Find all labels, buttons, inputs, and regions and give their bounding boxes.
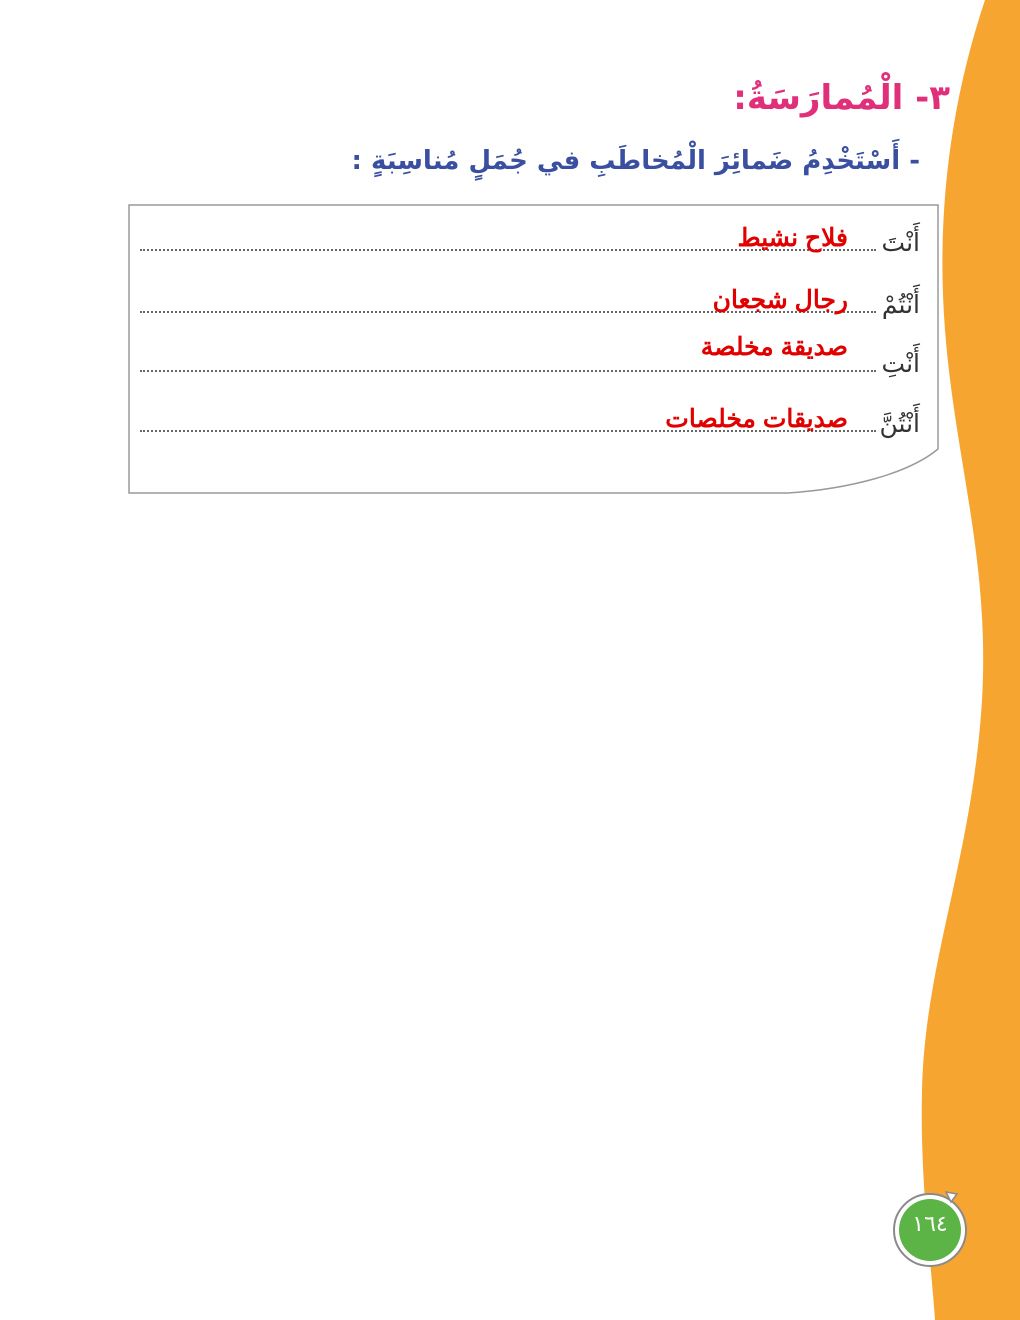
- answer-row: [140, 219, 920, 259]
- dotted-line: [140, 370, 876, 372]
- answer-row: [140, 333, 920, 380]
- answer-row: [140, 400, 920, 440]
- page-number: ١٦٤: [912, 1212, 948, 1237]
- pronoun-label: أَنْتُنَّ: [879, 409, 920, 438]
- answer-text[interactable]: فلاح نشيط: [737, 224, 848, 252]
- section-heading: ٣- الْمُمارَسَةُ:: [733, 78, 950, 118]
- answer-row: [140, 281, 920, 321]
- answer-text[interactable]: رجال شجعان: [712, 286, 848, 314]
- answer-text[interactable]: صديقات مخلصات: [665, 405, 848, 433]
- exercise-instruction: - أَسْتَخْدِمُ ضَمائِرَ الْمُخاطَبِ في جُمَلٍ مُناسِبَةٍ :: [351, 146, 920, 176]
- answer-text[interactable]: صديقة مخلصة: [700, 333, 848, 361]
- pronoun-label: أَنْتُمْ: [881, 290, 920, 319]
- pronoun-label: أَنْتَ: [881, 228, 920, 257]
- pronoun-label: أَنْتِ: [881, 349, 920, 378]
